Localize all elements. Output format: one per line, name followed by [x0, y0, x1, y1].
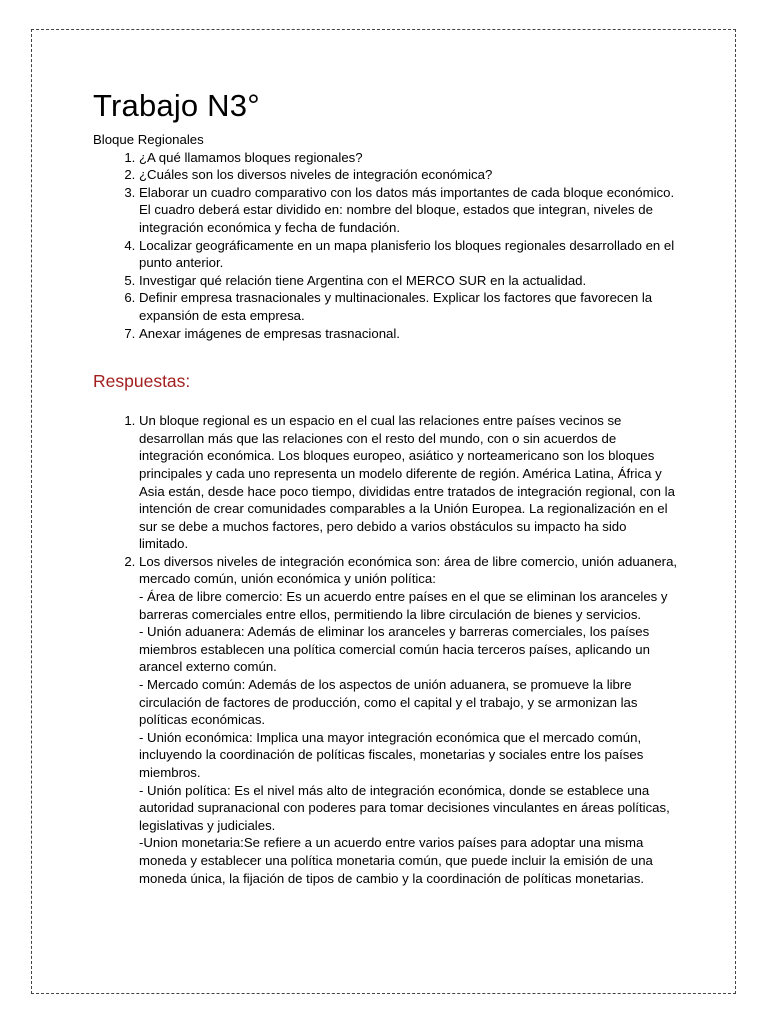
- question-item: 6. Definir empresa trasnacionales y multinacionales. Explicar los factores que favorecen la expansión de esta empresa.: [139, 289, 678, 324]
- question-item: 1. ¿A qué llamamos bloques regionales?: [139, 149, 678, 167]
- integration-level-item: -Union monetaria:Se refiere a un acuerdo entre varios países para adoptar una misma moneda y establecer una política monetaria común, que puede incluir la emisión de una moneda única, la fijación de tipos de cambio y la coordinación de políticas monetarias.: [139, 835, 653, 886]
- question-item: 4. Localizar geográficamente en un mapa planisferio los bloques regionales desarrollado en el punto anterior.: [139, 237, 678, 272]
- question-item: 5. Investigar qué relación tiene Argentina con el MERCO SUR en la actualidad.: [139, 272, 678, 290]
- answers-heading: Respuestas:: [93, 371, 191, 392]
- document-body: [93, 86, 678, 887]
- integration-level-item: - Unión aduanera: Además de eliminar los aranceles y barreras comerciales, los países miembros establecen una política comercial común hacia terceros países, aplicando un arancel externo común.: [139, 624, 650, 675]
- question-item: 7. Anexar imágenes de empresas trasnacional.: [139, 325, 678, 343]
- answer-item-1: 1. Un bloque regional es un espacio en el cual las relaciones entre países vecinos se desarrollan más que las relaciones con el resto del mundo, con o sin acuerdos de integración económica. Los bloques europeo, asiático y norteamericano son los bloques principales y cada uno representa un modelo diferente de región. América Latina, África y Asia están, desde hace poco tiempo, divididas entre tratados de integración regional, con la intención de crear comunidades comparables a la Unión Europea. La regionalización en el sur se debe a muchos factores, pero debido a varios obstáculos su impacto ha sido limitado.: [139, 412, 678, 553]
- question-item: 2. ¿Cuáles son los diversos niveles de integración económica?: [139, 166, 678, 184]
- answers-list: [93, 412, 678, 887]
- answer-2-intro: 2. Los diversos niveles de integración económica son: área de libre comercio, unión aduanera, mercado común, unión económica y unión política:: [139, 553, 678, 587]
- questions-list: [93, 149, 678, 343]
- question-item: 3. Elaborar un cuadro comparativo con los datos más importantes de cada bloque económico. El cuadro deberá estar dividido en: nombre del bloque, estados que integran, niveles de integración económica y fecha de fundación.: [139, 184, 678, 237]
- integration-level-item: - Unión política: Es el nivel más alto de integración económica, donde se establece una autoridad supranacional con poderes para tomar decisiones vinculantes en áreas políticas, legislativas y judiciales.: [139, 782, 670, 833]
- document-subtitle: Bloque Regionales: [93, 132, 204, 147]
- integration-level-item: - Mercado común: Además de los aspectos de unión aduanera, se promueve la libre circulación de factores de producción, como el capital y el trabajo, y se armonizan las políticas económicas.: [139, 677, 638, 728]
- integration-level-item: - Unión económica: Implica una mayor integración económica que el mercado común, incluyendo la coordinación de políticas fiscales, monetarias y sociales entre los países miembros.: [139, 729, 644, 780]
- document-title: Trabajo N3°: [93, 88, 260, 123]
- answer-item-2: [139, 553, 678, 887]
- integration-level-item: - Área de libre comercio: Es un acuerdo entre países en el que se eliminan los aranceles y barreras comerciales entre ellos, permitiendo la libre circulación de bienes y servicios.: [139, 589, 668, 622]
